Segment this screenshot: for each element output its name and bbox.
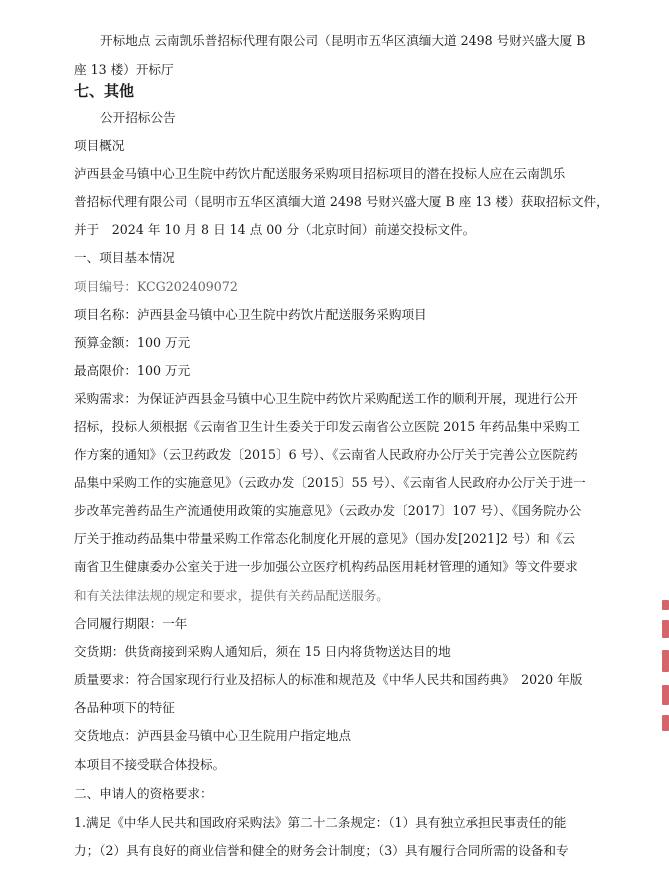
requirement-line-6: 厅关于推动药品集中带量采购工作常态化制度化开展的意见》（国办发[2021]2 号）和《云: [74, 531, 575, 546]
qualification-line-1: 1.满足《中华人民共和国政府采购法》第二十二条规定：（1）具有独立承担民事责任的能: [74, 815, 567, 830]
section-heading-qualifications: 二、申请人的资格要求：: [74, 786, 213, 801]
overview-line-2: 普招标代理有限公司（昆明市五华区滇缅大道 2498 号财兴盛大厦 B 座 13 楼）获取招标文件，: [74, 194, 609, 209]
quality-requirement-line-2: 各品种项下的特征: [74, 700, 175, 715]
requirement-line-1: 采购需求：为保证泸西县金马镇中心卫生院中药饮片采购配送工作的顺利开展，现进行公开: [74, 391, 578, 406]
requirement-line-4: 品集中采购工作的实施意见》（云政办发〔2015〕55 号）、《云南省人民政府办公厅关于进一: [74, 475, 586, 490]
contract-period: 合同履行期限：一年: [74, 616, 188, 631]
seal-edge-mark: [662, 685, 669, 705]
seal-edge-mark: [662, 600, 669, 610]
requirement-line-3: 作方案的通知》（云卫药政发〔2015〕6 号）、《云南省人民政府办公厅关于完善公立医院药: [74, 447, 578, 462]
section-heading-basic-info: 一、项目基本情况: [74, 250, 175, 265]
qualification-line-2: 力；（2）具有良好的商业信誉和健全的财务会计制度；（3）具有履行合同所需的设备和专: [74, 843, 569, 858]
max-price: 最高限价：100 万元: [74, 363, 191, 378]
project-number: 项目编号：KCG202409072: [74, 279, 238, 294]
quality-requirement-line-1: 质量要求：符合国家现行行业及招标人的标准和规范及《中华人民共和国药典》 2020 年版: [74, 672, 583, 687]
seal-edge-mark: [662, 715, 669, 731]
overview-line-3: 并于 2024 年 10 月 8 日 14 点 00 分（北京时间）前递交投标文件。: [74, 222, 476, 237]
requirement-line-7: 南省卫生健康委办公室关于进一步加强公立医疗机构药品医用耗材管理的通知》等文件要求: [74, 559, 578, 574]
overview-line-1: 泸西县金马镇中心卫生院中药饮片配送服务采购项目招标项目的潜在投标人应在云南凯乐: [74, 166, 566, 181]
announcement-title: 公开招标公告: [100, 110, 176, 125]
project-overview-label: 项目概况: [74, 138, 125, 153]
opening-location-line-1: 开标地点 云南凯乐普招标代理有限公司（昆明市五华区滇缅大道 2498 号财兴盛大厦 B: [100, 33, 586, 48]
opening-location-line-2: 座 13 楼）开标厅: [74, 62, 174, 77]
requirement-line-8: 和有关法律法规的规定和要求，提供有关药品配送服务。: [74, 588, 389, 603]
delivery-location: 交货地点：泸西县金马镇中心卫生院用户指定地点: [74, 728, 352, 743]
seal-edge-mark: [662, 650, 669, 672]
delivery-period: 交货期：供货商接到采购人通知后，须在 15 日内将货物送达目的地: [74, 644, 451, 659]
budget-amount: 预算金额：100 万元: [74, 335, 191, 350]
no-consortium-note: 本项目不接受联合体投标。: [74, 757, 226, 772]
project-name: 项目名称：泸西县金马镇中心卫生院中药饮片配送服务采购项目: [74, 307, 427, 322]
requirement-line-2: 招标，投标人须根据《云南省卫生计生委关于印发云南省公立医院 2015 年药品集中采购工: [74, 419, 581, 434]
requirement-line-5: 步改革完善药品生产流通使用政策的实施意见》（云政办发〔2017〕107 号）、《国务院办公: [74, 503, 582, 518]
section-heading-other: 七、其他: [74, 82, 135, 100]
seal-edge-mark: [662, 620, 669, 638]
